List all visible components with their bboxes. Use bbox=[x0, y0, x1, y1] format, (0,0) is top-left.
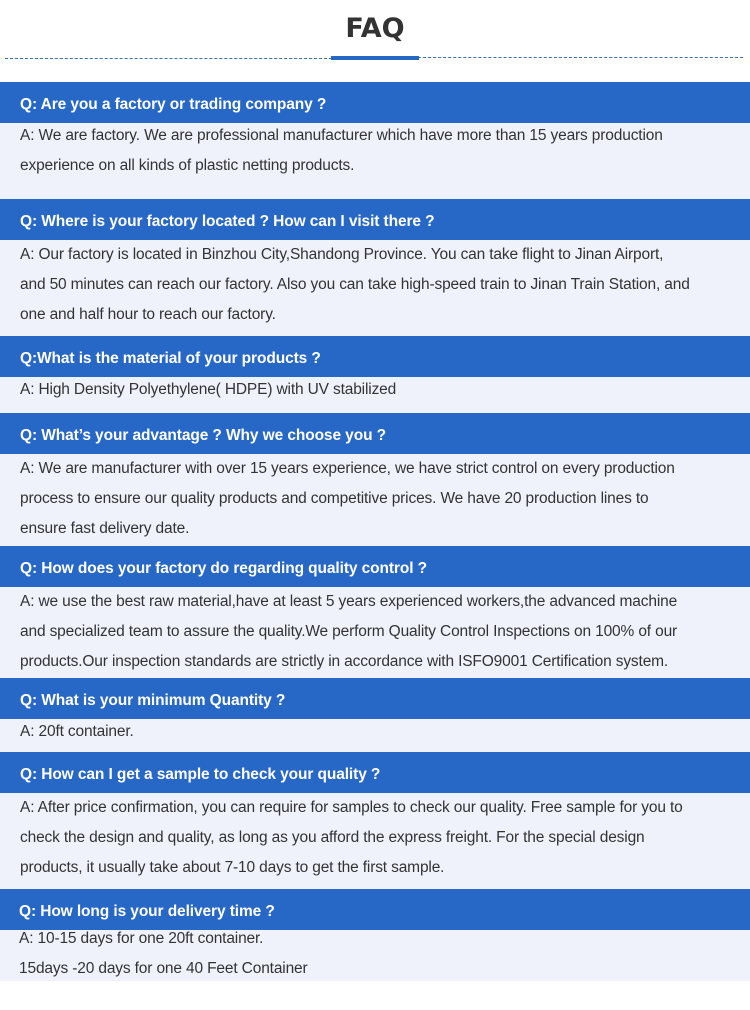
answer-line: products.Our inspection standards are strictly in accordance with ISFO9001 Certification system. bbox=[20, 653, 669, 670]
divider-dashed-right bbox=[418, 57, 743, 58]
faq-answer bbox=[0, 240, 750, 330]
faq-question: Q: Are you a factory or trading company ? bbox=[0, 82, 750, 123]
answer-line: A: Our factory is located in Binzhou City,Shandong Province. You can take flight to Jinan Airport, bbox=[20, 246, 664, 263]
faq-item bbox=[0, 336, 750, 413]
page-title: FAQ bbox=[345, 13, 405, 44]
divider-accent bbox=[331, 56, 419, 60]
faq-question: Q: How does your factory do regarding quality control ? bbox=[0, 546, 750, 587]
faq-question: Q: How can I get a sample to check your quality ? bbox=[0, 752, 750, 793]
answer-line: process to ensure our quality products and competitive prices. We have 20 production lines to bbox=[20, 490, 649, 507]
faq-answer bbox=[0, 375, 750, 405]
faq-question: Q:What is the material of your products ? bbox=[0, 336, 750, 377]
answer-line: and 50 minutes can reach our factory. Also you can take high-speed train to Jinan Train Station, and bbox=[20, 276, 690, 293]
faq-answer bbox=[0, 793, 750, 883]
faq-answer bbox=[0, 587, 750, 677]
faq-question: Q: What’s your advantage ? Why we choose you ? bbox=[0, 413, 750, 454]
answer-line: A: We are manufacturer with over 15 years experience, we have strict control on every production bbox=[20, 460, 675, 477]
faq-item bbox=[0, 678, 750, 752]
faq-answer bbox=[0, 121, 750, 181]
answer-line: A: 20ft container. bbox=[20, 723, 134, 740]
answer-line: 15days -20 days for one 40 Feet Container bbox=[19, 960, 308, 977]
answer-line: A: High Density Polyethylene( HDPE) with UV stabilized bbox=[20, 381, 397, 398]
faq-item bbox=[0, 546, 750, 678]
answer-line: check the design and quality, as long as you afford the express freight. For the special design bbox=[20, 829, 645, 846]
faq-item bbox=[0, 82, 750, 199]
faq-question: Q: Where is your factory located ? How can I visit there ? bbox=[0, 199, 750, 240]
answer-line: A: we use the best raw material,have at least 5 years experienced workers,the advanced machine bbox=[20, 593, 678, 610]
faq-item bbox=[0, 752, 750, 889]
faq-item bbox=[0, 413, 750, 546]
answer-line: A: 10-15 days for one 20ft container. bbox=[19, 930, 264, 947]
faq-question: Q: How long is your delivery time ? bbox=[0, 889, 750, 930]
answer-line: experience on all kinds of plastic netting products. bbox=[20, 157, 355, 174]
answer-line: ensure fast delivery date. bbox=[20, 520, 190, 537]
divider-dashed-left bbox=[5, 58, 332, 59]
faq-item bbox=[0, 889, 750, 981]
faq-question: Q: What is your minimum Quantity ? bbox=[0, 678, 750, 719]
answer-line: products, it usually take about 7-10 days to get the first sample. bbox=[20, 859, 445, 876]
faq-answer bbox=[0, 719, 750, 745]
faq-answer bbox=[0, 454, 750, 544]
answer-line: A: We are factory. We are professional manufacturer which have more than 15 years production bbox=[20, 127, 663, 144]
faq-answer bbox=[0, 924, 750, 984]
answer-line: and specialized team to assure the quality.We perform Quality Control Inspections on 100% of our bbox=[20, 623, 678, 640]
answer-line: one and half hour to reach our factory. bbox=[20, 306, 276, 323]
answer-line: A: After price confirmation, you can require for samples to check our quality. Free sample for you to bbox=[20, 799, 683, 816]
faq-item bbox=[0, 199, 750, 336]
